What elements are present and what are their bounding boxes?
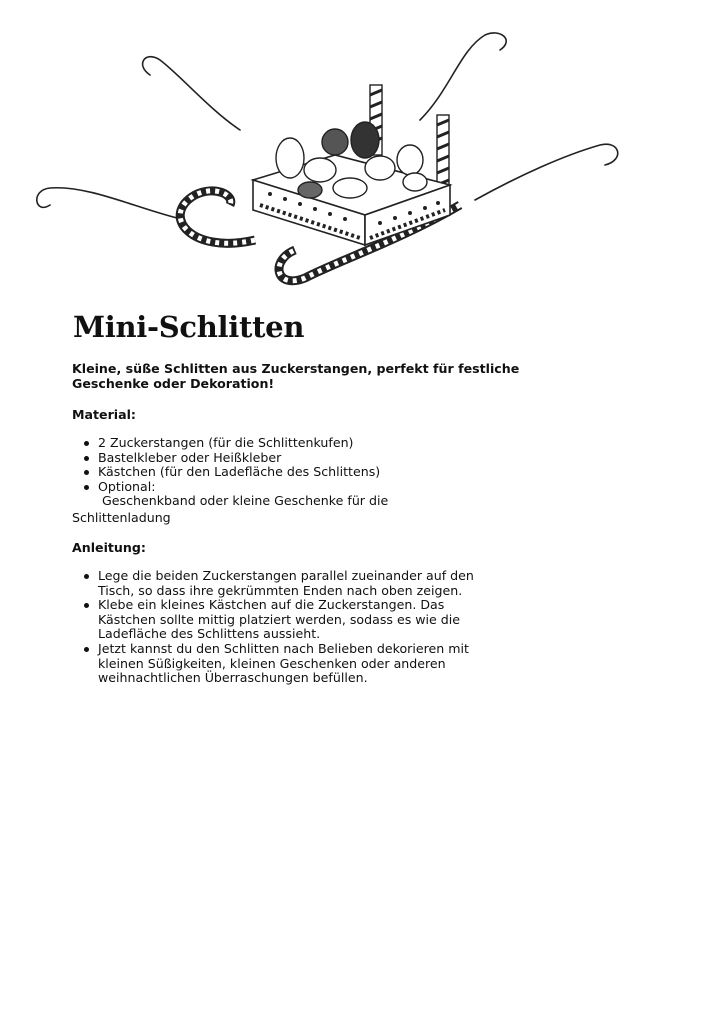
sleigh-illustration [20, 10, 660, 300]
list-item [72, 480, 492, 509]
material-list [72, 436, 492, 509]
material-heading: Material: [72, 407, 136, 422]
list-item: Jetzt kannst du den Schlitten nach Belieben dekorieren mit kleinen Süßigkeiten, kleinen Geschenken oder anderen weihnachtlichen Überraschungen befüllen. [72, 642, 492, 686]
runner-left [180, 191, 255, 243]
page-title: Mini-Schlitten [73, 310, 305, 344]
instructions-list [72, 569, 492, 686]
swirl-right [475, 144, 618, 200]
swirl-top-left [143, 57, 240, 130]
instructions-heading: Anleitung: [72, 540, 146, 555]
list-item: Lege die beiden Zuckerstangen parallel zueinander auf den Tisch, so dass ihre gekrümmten Enden nach oben zeigen. [72, 569, 492, 598]
optional-detail: Geschenkband oder kleine Geschenke für die [102, 493, 389, 509]
optional-label: Optional: [98, 478, 156, 494]
optional-continuation: Schlittenladung [72, 510, 171, 525]
swirl-left [37, 188, 185, 220]
swirl-top-right [420, 33, 506, 120]
intro-text: Kleine, süße Schlitten aus Zuckerstangen, perfekt für festliche Geschenke oder Dekoration! [72, 361, 520, 391]
list-item: 2 Zuckerstangen (für die Schlittenkufen) [72, 436, 492, 451]
list-item: Kästchen (für den Ladefläche des Schlittens) [72, 465, 492, 480]
list-item: Bastelkleber oder Heißkleber [72, 451, 492, 466]
list-item: Klebe ein kleines Kästchen auf die Zuckerstangen. Das Kästchen sollte mittig platziert werden, sodass es wie die Ladefläche des Schlittens aussieht. [72, 598, 492, 642]
